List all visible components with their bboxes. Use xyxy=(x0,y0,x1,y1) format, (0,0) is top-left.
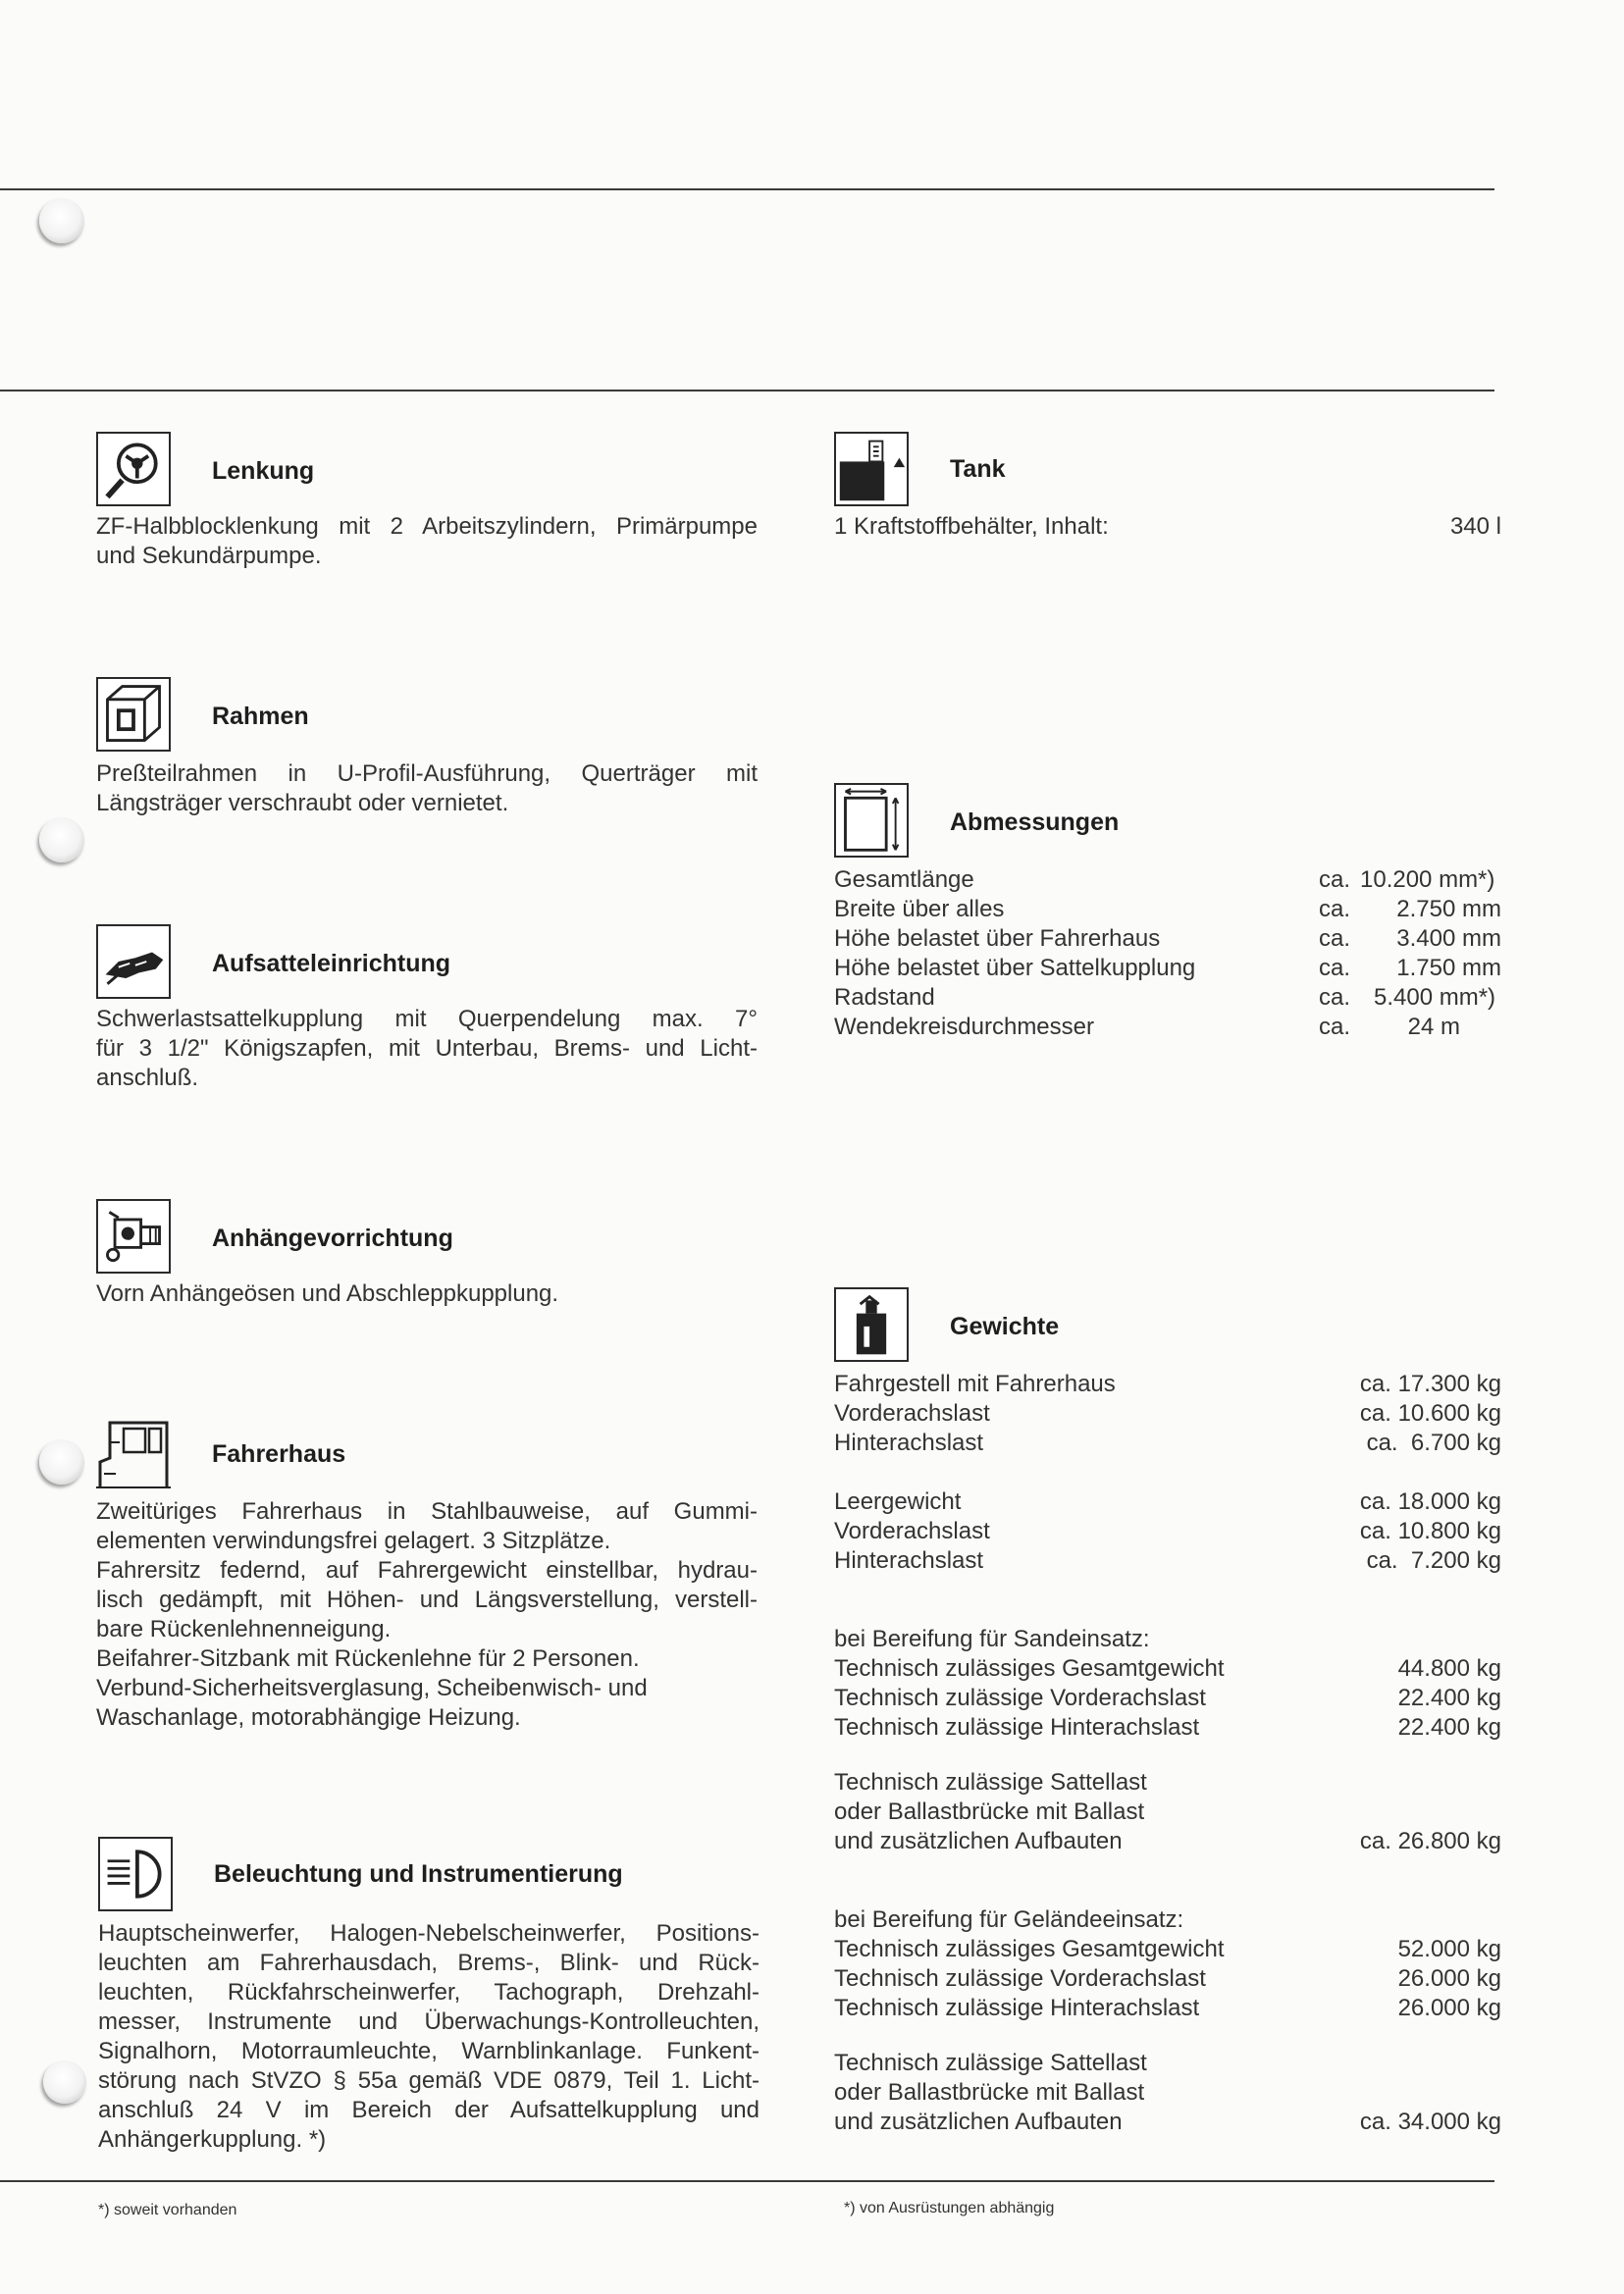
spec-approx: ca. xyxy=(1319,896,1351,922)
gewichte-table xyxy=(834,1370,1501,2137)
spec-label: Radstand xyxy=(834,984,935,1011)
text-line: Hauptscheinwerfer, Halogen-Nebelscheinwerfer, Positions- xyxy=(98,1920,760,1947)
spec-value: 2.750 mm xyxy=(1396,896,1501,922)
spec-row xyxy=(834,1768,1501,1798)
spec-approx: ca. xyxy=(1319,955,1351,981)
dimensions-icon xyxy=(834,783,909,858)
spec-value: 340 l xyxy=(1449,513,1501,540)
text-line: für 3 1/2" Königszapfen, mit Unterbau, Brems- und Licht- xyxy=(96,1035,758,1062)
text-line: Fahrersitz federnd, auf Fahrergewicht einstellbar, hydrau- xyxy=(96,1557,758,1584)
spec-row xyxy=(834,2108,1501,2137)
text-line: bare Rückenlehnenneigung. xyxy=(96,1616,392,1642)
spec-value: ca. 18.000 kg xyxy=(1359,1488,1501,1515)
text-line: Signalhorn, Motorraumleuchte, Warnblinkanlage. Funkent- xyxy=(98,2038,760,2064)
spec-row xyxy=(834,865,1511,895)
abmessungen-title: Abmessungen xyxy=(950,808,1120,836)
text-line: und Sekundärpumpe. xyxy=(96,543,322,569)
gewichte-title: Gewichte xyxy=(950,1313,1060,1340)
section-aufsattel xyxy=(96,924,763,1111)
punch-hole xyxy=(39,198,84,243)
spec-label: Hinterachslast xyxy=(834,1547,984,1574)
spec-row xyxy=(834,1546,1501,1576)
spec-row xyxy=(834,983,1511,1013)
fahrerhaus-title: Fahrerhaus xyxy=(212,1440,346,1468)
spec-row xyxy=(834,924,1511,954)
spec-label: Technisch zulässige Hinterachslast xyxy=(834,1714,1200,1741)
text-line: lisch gedämpft, mit Höhen- und Längsverstellung, verstell- xyxy=(96,1587,758,1613)
spec-label: und zusätzlichen Aufbauten xyxy=(834,1828,1123,1854)
spec-label: Technisch zulässige Vorderachslast xyxy=(834,1685,1206,1711)
punch-hole xyxy=(39,1439,84,1485)
header-rule xyxy=(0,390,1494,391)
footnote-right: *) von Ausrüstungen abhängig xyxy=(844,2200,1055,2216)
text-line: anschluß. xyxy=(96,1065,199,1091)
spec-label: Wendekreisdurchmesser xyxy=(834,1014,1094,1040)
spec-subheading xyxy=(834,1905,1501,1935)
spec-label: 1 Kraftstoffbehälter, Inhalt: xyxy=(834,513,1109,540)
section-beleuchtung xyxy=(98,1837,765,2170)
spec-label: Technisch zulässige Sattellast xyxy=(834,1769,1147,1796)
rahmen-title: Rahmen xyxy=(212,703,309,730)
text-line: messer, Instrumente und Überwachungs-Kontrolleuchten, xyxy=(98,2008,760,2035)
text-line: anschluß 24 V im Bereich der Aufsattelkupplung und xyxy=(98,2097,760,2123)
spec-label: Technisch zulässiges Gesamtgewicht xyxy=(834,1655,1225,1682)
spec-label: Vorderachslast xyxy=(834,1400,990,1427)
spec-row xyxy=(834,2049,1501,2078)
section-gewichte xyxy=(834,1287,1511,2170)
spec-row xyxy=(834,1429,1501,1458)
text-line: leuchten, Rückfahrscheinwerfer, Tachograph, Drehzahl- xyxy=(98,1979,760,2006)
spec-row xyxy=(834,1964,1501,1994)
spec-row xyxy=(834,1370,1501,1399)
spec-label: oder Ballastbrücke mit Ballast xyxy=(834,2079,1145,2106)
text-line: leuchten am Fahrerhausdach, Brems-, Blink- und Rück- xyxy=(98,1950,760,1976)
text-line: ZF-Halbblocklenkung mit 2 Arbeitszylindern, Primärpumpe xyxy=(96,513,758,540)
spec-value: ca. 26.800 kg xyxy=(1359,1828,1501,1854)
section-fahrerhaus xyxy=(96,1415,763,1748)
spec-label: oder Ballastbrücke mit Ballast xyxy=(834,1799,1145,1825)
spec-row xyxy=(834,1935,1501,1964)
spec-label: Hinterachslast xyxy=(834,1430,984,1456)
spec-label: Technisch zulässige Vorderachslast xyxy=(834,1965,1206,1992)
spec-row xyxy=(834,1654,1501,1684)
spec-label: Vorderachslast xyxy=(834,1518,990,1544)
sand-heading: bei Bereifung für Sandeinsatz: xyxy=(834,1626,1150,1652)
footer-rule xyxy=(0,2180,1494,2182)
spec-value: ca. 17.300 kg xyxy=(1359,1371,1501,1397)
tank-title: Tank xyxy=(950,455,1006,483)
section-tank xyxy=(834,432,1511,549)
spec-row xyxy=(834,1994,1501,2023)
towing-hitch-icon xyxy=(96,1199,171,1274)
spec-label: Leergewicht xyxy=(834,1488,962,1515)
abmessungen-table xyxy=(834,865,1511,1042)
text-line: Waschanlage, motorabhängige Heizung. xyxy=(96,1704,521,1731)
spec-value: 52.000 kg xyxy=(1397,1936,1501,1962)
text-line: Verbund-Sicherheitsverglasung, Scheibenwisch- und xyxy=(96,1675,648,1701)
aufsattel-title: Aufsatteleinrichtung xyxy=(212,950,451,977)
beleuchtung-title: Beleuchtung und Instrumentierung xyxy=(214,1860,623,1888)
section-rahmen xyxy=(96,677,763,824)
rahmen-text xyxy=(96,759,758,818)
spec-row xyxy=(834,1013,1511,1042)
anhaenge-title: Anhängevorrichtung xyxy=(212,1225,453,1252)
spec-row xyxy=(834,1487,1501,1517)
spec-value: ca. 6.700 kg xyxy=(1366,1430,1501,1456)
section-abmessungen xyxy=(834,783,1511,1058)
spec-label: Gesamtlänge xyxy=(834,866,974,893)
truck-cab-icon xyxy=(96,1415,171,1489)
spec-label: und zusätzlichen Aufbauten xyxy=(834,2109,1123,2135)
spec-label: Technisch zulässiges Gesamtgewicht xyxy=(834,1936,1225,1962)
spec-label: Höhe belastet über Sattelkupplung xyxy=(834,955,1196,981)
text-line: störung nach StVZO § 55a gemäß VDE 0879, Teil 1. Licht- xyxy=(98,2067,760,2094)
lenkung-title: Lenkung xyxy=(212,457,315,485)
tank-spec xyxy=(834,512,1501,542)
frame-profile-icon xyxy=(96,677,171,752)
spec-label: Technisch zulässige Sattellast xyxy=(834,2050,1147,2076)
text-line: Zweitüriges Fahrerhaus in Stahlbauweise, auf Gummi- xyxy=(96,1498,758,1525)
text-line: Preßteilrahmen in U-Profil-Ausführung, Querträger mit xyxy=(96,760,758,787)
anhaenge-text xyxy=(96,1279,758,1309)
spec-value: 22.400 kg xyxy=(1397,1714,1501,1741)
beleuchtung-text xyxy=(98,1919,760,2155)
section-lenkung xyxy=(96,432,763,579)
spec-approx: ca. xyxy=(1319,1014,1351,1040)
punch-hole xyxy=(39,817,84,862)
spec-row xyxy=(834,512,1501,542)
spec-value: ca. 7.200 kg xyxy=(1366,1547,1501,1574)
spec-row xyxy=(834,954,1511,983)
spec-approx: ca. xyxy=(1319,984,1351,1011)
weight-icon xyxy=(834,1287,909,1362)
spec-approx: ca. xyxy=(1319,925,1351,952)
spec-value: 44.800 kg xyxy=(1397,1655,1501,1682)
fahrerhaus-text xyxy=(96,1497,758,1733)
spec-value: 5.400 mm*) xyxy=(1374,984,1496,1011)
spec-row xyxy=(834,1517,1501,1546)
text-line: elementen verwindungsfrei gelagert. 3 Sitzplätze. xyxy=(96,1528,611,1554)
spec-row xyxy=(834,1713,1501,1743)
spec-value: 10.200 mm*) xyxy=(1360,866,1495,893)
spec-value: 24 m xyxy=(1407,1014,1460,1040)
steering-wheel-icon xyxy=(96,432,171,506)
spec-row xyxy=(834,2078,1501,2108)
spec-label: Technisch zulässige Hinterachslast xyxy=(834,1995,1200,2021)
fuel-tank-icon xyxy=(834,432,909,506)
spec-row xyxy=(834,895,1511,924)
text-line: Anhängerkupplung. *) xyxy=(98,2126,327,2153)
aufsattel-text xyxy=(96,1005,758,1093)
spec-row xyxy=(834,1399,1501,1429)
punch-hole xyxy=(43,2060,86,2104)
text-line: Schwerlastsattelkupplung mit Querpendelung max. 7° xyxy=(96,1006,758,1032)
spec-label: Höhe belastet über Fahrerhaus xyxy=(834,925,1161,952)
spec-value: 22.400 kg xyxy=(1397,1685,1501,1711)
spec-row xyxy=(834,1827,1501,1856)
spec-value: 26.000 kg xyxy=(1397,1995,1501,2021)
headlight-icon xyxy=(98,1837,173,1911)
top-rule xyxy=(0,188,1494,190)
spec-row xyxy=(834,1798,1501,1827)
spec-row xyxy=(834,1684,1501,1713)
spec-label: Fahrgestell mit Fahrerhaus xyxy=(834,1371,1116,1397)
spec-value: 26.000 kg xyxy=(1397,1965,1501,1992)
lenkung-text xyxy=(96,512,758,571)
spec-label: Breite über alles xyxy=(834,896,1005,922)
spec-value: ca. 10.800 kg xyxy=(1359,1518,1501,1544)
gelaende-heading: bei Bereifung für Geländeeinsatz: xyxy=(834,1906,1184,1933)
text-line: Beifahrer-Sitzbank mit Rückenlehne für 2 Personen. xyxy=(96,1645,640,1672)
text-line: Vorn Anhängeösen und Abschleppkupplung. xyxy=(96,1280,559,1307)
fifth-wheel-coupling-icon xyxy=(96,924,171,999)
spec-approx: ca. xyxy=(1319,866,1351,893)
spec-value: 1.750 mm xyxy=(1396,955,1501,981)
spec-value: ca. 34.000 kg xyxy=(1359,2109,1501,2135)
spec-value: 3.400 mm xyxy=(1396,925,1501,952)
spec-value: ca. 10.600 kg xyxy=(1359,1400,1501,1427)
spec-subheading xyxy=(834,1625,1501,1654)
footnote-left: *) soweit vorhanden xyxy=(98,2202,237,2218)
section-anhaenge xyxy=(96,1199,763,1317)
text-line: Längsträger verschraubt oder vernietet. xyxy=(96,790,509,816)
